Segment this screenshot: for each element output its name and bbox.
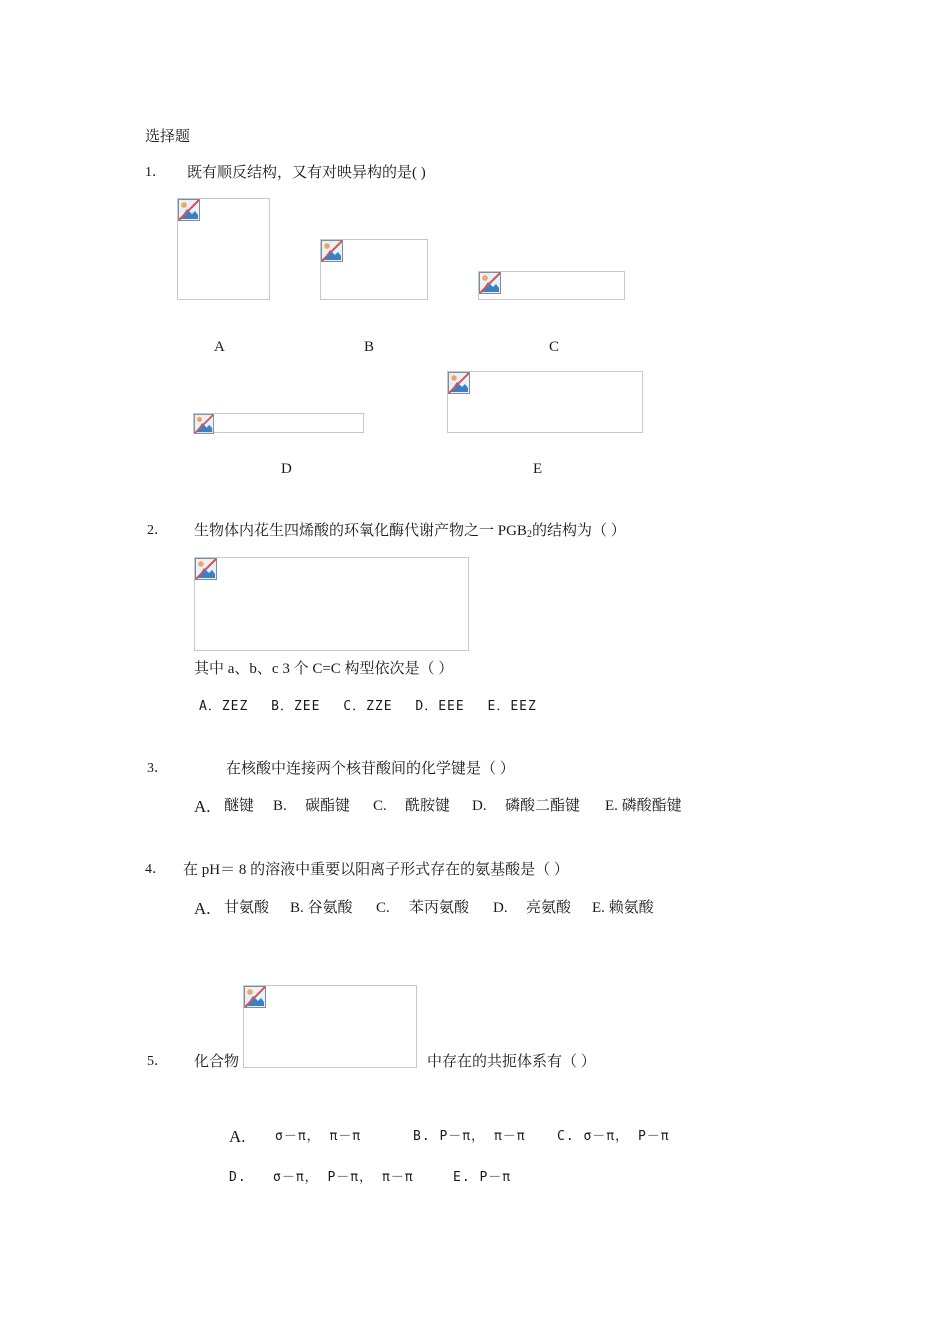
question-5-number: 5．	[147, 1054, 168, 1069]
broken-image-icon	[178, 199, 200, 221]
structure-d-image	[193, 413, 364, 433]
label-d: D	[281, 461, 292, 477]
compound-image	[243, 985, 417, 1068]
q4-option-d-letter: D.	[493, 900, 508, 916]
pgb2-structure-image	[194, 557, 469, 651]
question-2-number: 2．	[147, 523, 168, 538]
label-a: A	[214, 339, 225, 355]
question-4-text: 在 pH＝ 8 的溶液中重要以阳离子形式存在的氨基酸是（ ）	[183, 862, 569, 878]
q3-option-b-text: 碳酯键	[305, 798, 351, 814]
structure-b-image	[320, 239, 428, 300]
q4-option-d-text: 亮氨酸	[526, 900, 572, 916]
label-c: C	[549, 339, 560, 355]
question-2-options: A．ZEZ B．ZEE C．ZZE D．EEE E．EEZ	[199, 699, 537, 714]
question-2-text	[194, 524, 626, 539]
q4-option-c-letter: C.	[376, 900, 390, 916]
structure-c-image	[478, 271, 625, 300]
broken-image-icon	[321, 240, 343, 262]
question-2-followup: 其中 a、b、c 3 个 C=C 构型依次是（ ）	[194, 661, 454, 677]
q4-option-a-letter: A.	[194, 899, 211, 918]
broken-image-icon	[194, 414, 214, 434]
label-b: B	[364, 339, 375, 355]
q3-option-d-text: 磷酸二酯键	[505, 798, 581, 814]
q4-option-e: E. 赖氨酸	[592, 900, 654, 916]
q4-option-c-text: 苯丙氨酸	[409, 900, 470, 916]
structure-e-image	[447, 371, 643, 433]
question-3-number: 3．	[147, 761, 168, 776]
question-1-text: 既有顺反结构，又有对映异构的是( )	[187, 165, 426, 181]
q5-option-e: E. P－π	[453, 1170, 512, 1185]
q5-option-a-letter: A.	[229, 1127, 246, 1146]
q3-option-a-letter: A.	[194, 797, 211, 816]
q4-option-a-text: 甘氨酸	[224, 900, 270, 916]
q5-option-d-letter: D.	[229, 1170, 247, 1185]
q5-option-a-text: σ－π， π－π	[275, 1129, 362, 1144]
q3-option-d-letter: D.	[472, 798, 487, 814]
question-5-text-post: 中存在的共扼体系有（ ）	[427, 1054, 596, 1070]
structure-a-image	[177, 198, 270, 300]
q5-option-c: C. σ－π， P－π	[557, 1129, 670, 1144]
question-2-text-pre: 生物体内花生四烯酸的环氧化酶代谢产物之一 PGB	[194, 523, 527, 539]
question-2-subscript: 2	[526, 529, 532, 540]
question-4-number: 4．	[145, 862, 166, 877]
broken-image-icon	[479, 272, 501, 294]
broken-image-icon	[448, 372, 470, 394]
question-1-number: 1．	[145, 165, 166, 180]
question-5-text-pre: 化合物	[194, 1054, 240, 1070]
section-title: 选择题	[145, 129, 191, 145]
q4-option-b: B. 谷氨酸	[290, 900, 353, 916]
q3-option-a-text: 醚键	[224, 798, 255, 814]
q5-option-b: B. P－π， π－π	[413, 1129, 526, 1144]
broken-image-icon	[195, 558, 217, 580]
label-e: E	[533, 461, 543, 477]
q3-option-b-letter: B.	[273, 798, 287, 814]
q3-option-c-letter: C.	[373, 798, 387, 814]
q3-option-c-text: 酰胺键	[405, 798, 451, 814]
q5-option-d-text: σ－π， P－π， π－π	[273, 1170, 414, 1185]
question-3-text: 在核酸中连接两个核苷酸间的化学键是（ ）	[226, 761, 515, 777]
q3-option-e: E. 磷酸酯键	[605, 798, 682, 814]
broken-image-icon	[244, 986, 266, 1008]
question-2-text-post: 的结构为（ ）	[531, 523, 626, 539]
